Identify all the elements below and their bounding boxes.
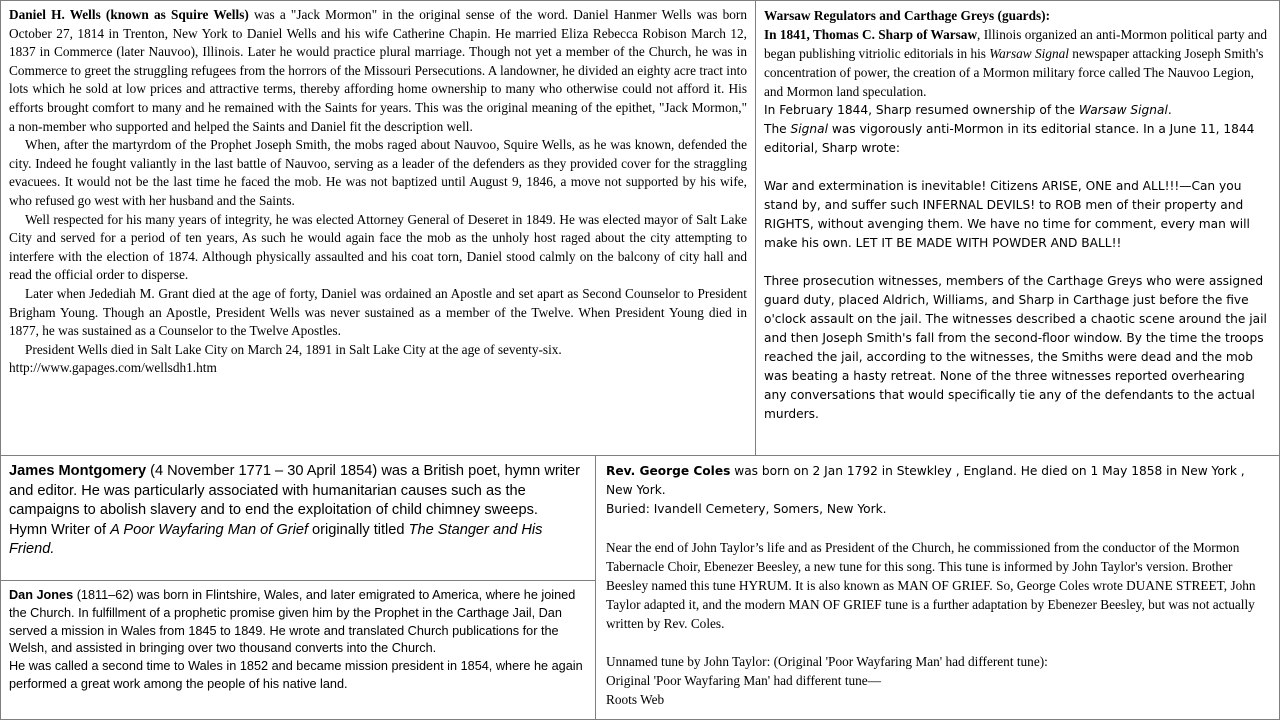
jones-heading: Dan Jones: [9, 588, 74, 602]
sharp-editorial-quote: War and extermination is inevitable! Citizens ARISE, ONE and ALL!!!—Can you stand by, and suffer such INFERNAL DEVILS! to ROB men of their property and RIGHTS, without avenging them. We have no time for comment, every man will make his own. LET IT BE MADE WITH POWDER AND BALL!!: [764, 179, 1250, 250]
sharp-paragraph-2: In February 1844, Sharp resumed ownership of the Warsaw Signal.: [764, 103, 1172, 117]
wells-paragraph-1: Daniel H. Wells (known as Squire Wells) was a "Jack Mormon" in the original sense of the word. Daniel Hanmer Wells was born October 27, 1814 in Trenton, New York to Daniel Wells and his wife Catherine Chapin. He married Eliza Rebecca Robison March 12, 1837 in Commerce (later Nauvoo), Illinois. Later he would practice plural marriage. Though not yet a member of the Church, he was in Commerce to greet the struggling refugees from the horrors of the Missouri Persecutions. A landowner, he divided an eighty acre tract into lots which he sold at low prices and attractive terms, thereby affording home ownership to many who otherwise could not afford it. His efforts brought comfort to many and he remained with the Saints for years. This was the original meaning of the epithet, "Jack Mormon," a non-member who supported and helped the Saints and Daniel fit the description well.: [9, 7, 747, 134]
montgomery-paragraph-2: Hymn Writer of A Poor Wayfaring Man of Grief originally titled The Stanger and His Friend.: [9, 521, 543, 558]
wells-paragraph-3: Well respected for his many years of integrity, he was elected Attorney General of Deseret in 1849. He was elected mayor of Salt Lake City and served for a period of ten years, As such he would again face the mob as the unholy host raged about the city attempting to interfere with the election of 1874. Although physically assaulted and his coat torn, Daniel stood calmly on the balcony of city hall and read the official order to disperse.: [9, 211, 747, 283]
wells-heading: Daniel H. Wells (known as Squire Wells): [9, 7, 249, 22]
coles-burial: Buried: Ivandell Cemetery, Somers, New York.: [606, 502, 887, 516]
wells-paragraph-5: President Wells died in Salt Lake City on March 24, 1891 in Salt Lake City at the age of seventy-six.: [25, 341, 562, 357]
george-coles-textbox: [595, 455, 1280, 720]
montgomery-paragraph-1: James Montgomery (4 November 1771 – 30 April 1854) was a British poet, hymn writer and editor. He was particularly associated with humanitarian causes such as the campaigns to abolish slavery and to end the exploitation of child chimney sweeps.: [9, 463, 581, 519]
coles-heading: Rev. George Coles: [606, 464, 731, 478]
coles-paragraph-1: Rev. George Coles was born on 2 Jan 1792 in Stewkley , England. He died on 1 May 1858 in New York , New York.: [606, 464, 1245, 497]
coles-paragraph-4: Unnamed tune by John Taylor: (Original 'Poor Wayfaring Man' had different tune):: [606, 654, 1048, 669]
sharp-paragraph-1: In 1841, Thomas C. Sharp of Warsaw, Illinois organized an anti-Mormon political party and began publishing vitriolic editorials in his Warsaw Signal newspaper attacking Joseph Smith's concentration of power, the creation of a Mormon military force called The Nauvoo Legion, and Mormon land speculation.: [764, 27, 1268, 99]
warsaw-regulators-textbox: [755, 0, 1280, 456]
coles-paragraph-5: Original 'Poor Wayfaring Man' had different tune—: [606, 673, 882, 688]
wells-paragraph-4: Later when Jedediah M. Grant died at the age of forty, Daniel was ordained an Apostle and set apart as Second Counselor to President Brigham Young. Though an Apostle, President Wells was never sustained as a member of the Twelve. When President Young died in 1877, he was sustained as a Counselor to the Twelve Apostles.: [9, 285, 747, 339]
daniel-wells-textbox: [0, 0, 756, 456]
james-montgomery-textbox: [0, 455, 596, 581]
jones-paragraph-1: Dan Jones (1811–62) was born in Flintshire, Wales, and later emigrated to America, where he joined the Church. In fulfillment of a prophetic promise given him by the Prophet in the Carthage Jail, Dan served a mission in Wales from 1845 to 1849. He wrote and translated Church publications for the Welsh, and assisted in bringing over two thousand converts into the Church.: [9, 588, 576, 656]
montgomery-heading: James Montgomery: [9, 463, 147, 479]
sharp-heading: Warsaw Regulators and Carthage Greys (guards):: [764, 8, 1050, 23]
coles-source: Roots Web: [606, 692, 665, 707]
sharp-paragraph-3: The Signal was vigorously anti-Mormon in its editorial stance. In a June 11, 1844 editorial, Sharp wrote:: [764, 122, 1255, 155]
coles-paragraph-3: Near the end of John Taylor’s life and as President of the Church, he commissioned from the conductor of the Mormon Tabernacle Choir, Ebenezer Beesley, a new tune for this song. This tune is informed by John Taylor's version. Brother Beesley named this tune HYRUM. It is also known as MAN OF GRIEF. So, George Coles wrote DUANE STREET, John Taylor adapted it, and the modern MAN OF GRIEF tune is a further adaptation by Ebenezer Beesley, but was not actually written by Rev. Coles.: [606, 540, 1256, 631]
wells-source-url: http://www.gapages.com/wellsdh1.htm: [9, 360, 217, 376]
dan-jones-textbox: [0, 580, 596, 720]
sharp-paragraph-4: Three prosecution witnesses, members of the Carthage Greys who were assigned guard duty, placed Aldrich, Williams, and Sharp in Carthage just before the five o'clock assault on the jail. The witnesses described a chaotic scene around the jail and then Joseph Smith's fall from the second-floor window. By the time the troops reached the jail, according to the witnesses, the Smiths were dead and the mob was beating a hasty retreat. None of the three witnesses reported overhearing any conversations that would specifically tie any of the defendants to the actual murders.: [764, 274, 1267, 421]
jones-paragraph-2: He was called a second time to Wales in 1852 and became mission president in 1854, where he again performed a great work among the people of his native land.: [9, 659, 583, 691]
wells-paragraph-2: When, after the martyrdom of the Prophet Joseph Smith, the mobs raged about Nauvoo, Squire Wells, as he was known, defended the city. Indeed he fought valiantly in the last battle of Nauvoo, serving as a leader of the defenders as they provided cover for the straggling evacuees. It would not be the last time he faced the mob. He was not baptized until August 9, 1846, a move not supported by his wife, who refused go west with her husband and the Saints.: [9, 137, 747, 208]
